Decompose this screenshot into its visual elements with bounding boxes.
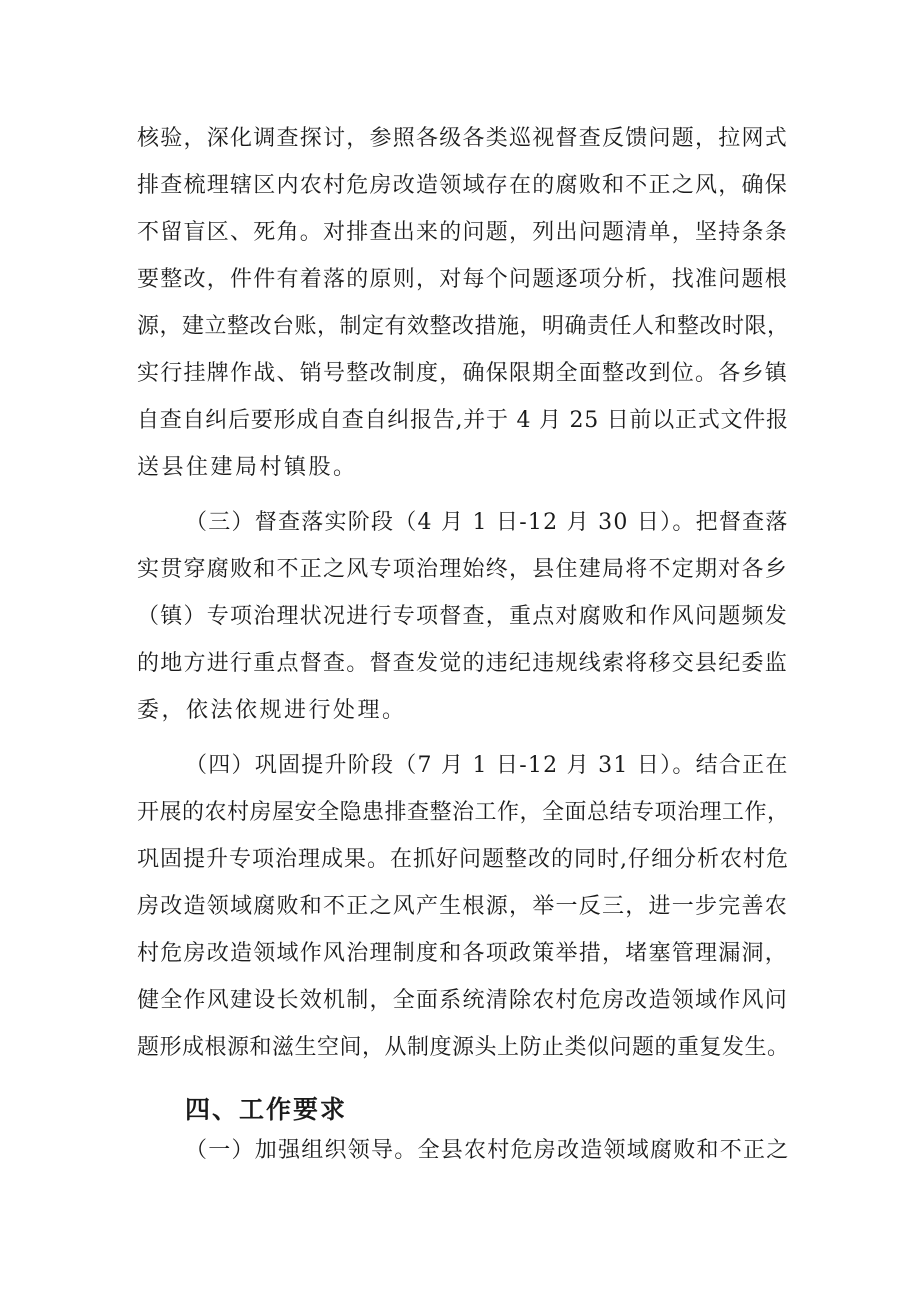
paragraph-1-line-4: 要整改，件件有着落的原则，对每个问题逐项分析，找准问题根 <box>137 267 789 292</box>
paragraph-1-line-3: 不留盲区、死角。对排查出来的问题，列出问题清单，坚持条条 <box>137 220 789 245</box>
paragraph-3-line-4: 房改造领域腐败和不正之风产生根源，举一反三，进一步完善农 <box>137 894 789 919</box>
paragraph-3-line-5: 村危房改造领域作风治理制度和各项政策举措，堵塞管理漏洞， <box>137 941 789 966</box>
paragraph-1-line-2: 排查梳理辖区内农村危房改造领域存在的腐败和不正之风，确保 <box>137 173 789 198</box>
paragraph-1-line-6: 实行挂牌作战、销号整改制度，确保限期全面整改到位。各乡镇 <box>137 361 789 386</box>
paragraph-3-line-1: （四）巩固提升阶段（7 月 1 日-12 月 31 日）。结合正在 <box>185 753 789 778</box>
paragraph-2-line-2: 实贯穿腐败和不正之风专项治理始终，县住建局将不定期对各乡 <box>137 557 789 582</box>
paragraph-3-line-2: 开展的农村房屋安全隐患排查整治工作，全面总结专项治理工作， <box>137 800 790 825</box>
paragraph-4-line-1: （一）加强组织领导。全县农村危房改造领域腐败和不正之 <box>185 1138 790 1163</box>
paragraph-2-line-4: 的地方进行重点督查。督查发觉的违纪违规线索将移交县纪委监 <box>137 651 789 676</box>
paragraph-3-line-3: 巩固提升专项治理成果。在抓好问题整改的同时,仔细分析农村危 <box>137 847 789 872</box>
paragraph-3-line-7: 题形成根源和滋生空间，从制度源头上防止类似问题的重复发生。 <box>137 1035 790 1060</box>
paragraph-1-line-7: 自查自纠后要形成自查自纠报告,并于 4 月 25 日前以正式文件报 <box>137 408 789 433</box>
paragraph-1-line-5: 源，建立整改台账，制定有效整改措施，明确责任人和整改时限， <box>137 314 790 339</box>
section-heading: 四、工作要求 <box>185 1095 348 1124</box>
paragraph-1-line-1: 核验，深化调查探讨，参照各级各类巡视督查反馈问题，拉网式 <box>137 126 789 151</box>
paragraph-2-line-5: 委，依法依规进行处理。 <box>137 698 407 723</box>
paragraph-2-line-1: （三）督查落实阶段（4 月 1 日-12 月 30 日）。把督查落 <box>185 510 789 535</box>
paragraph-2-line-3: （镇）专项治理状况进行专项督查，重点对腐败和作风问题频发 <box>137 604 789 629</box>
paragraph-1-line-8: 送县住建局村镇股。 <box>137 455 358 480</box>
paragraph-3-line-6: 健全作风建设长效机制，全面系统清除农村危房改造领域作风问 <box>137 988 789 1013</box>
